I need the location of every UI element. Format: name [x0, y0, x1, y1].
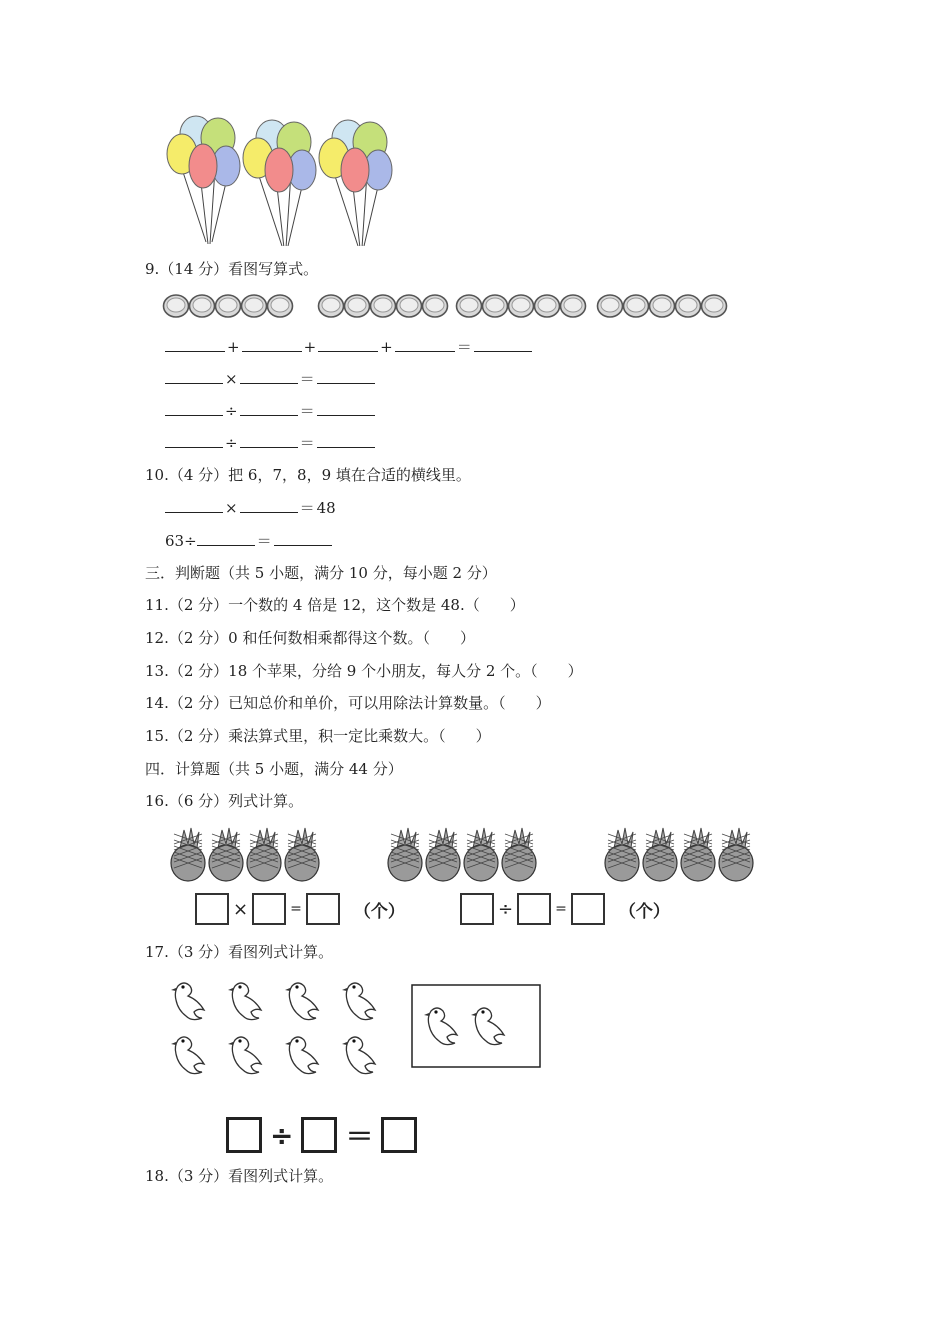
judgment-item: 11.（2 分）一个数的 4 倍是 12，这个数是 48.（ ）	[145, 596, 525, 614]
bird-icon	[342, 1037, 375, 1074]
pineapple-icon	[209, 828, 243, 881]
bird-icon	[471, 1008, 504, 1045]
answer-blank[interactable]	[165, 497, 223, 513]
coin-icon	[650, 295, 675, 317]
pineapple-icon	[681, 828, 715, 881]
bird-icon	[285, 983, 318, 1020]
answer-blank[interactable]	[165, 336, 225, 352]
coin-icon	[423, 295, 448, 317]
answer-box[interactable]	[306, 893, 340, 925]
answer-blank[interactable]	[165, 368, 223, 384]
bird-icon	[171, 983, 204, 1020]
answer-box[interactable]	[252, 893, 286, 925]
q10-title: 10.（4 分）把 6，7，8，9 填在合适的横线里。	[145, 466, 471, 484]
answer-box[interactable]	[301, 1117, 337, 1153]
balloons-illustration	[160, 112, 400, 246]
pineapple-icon	[247, 828, 281, 881]
coin-icon	[509, 295, 534, 317]
bird-icon	[342, 983, 375, 1020]
coin-icon	[624, 295, 649, 317]
pineapple-icon	[605, 828, 639, 881]
answer-blank[interactable]	[395, 336, 455, 352]
answer-blank[interactable]	[240, 497, 298, 513]
judgment-item: 15.（2 分）乘法算式里，积一定比乘数大。（ ）	[145, 727, 491, 745]
answer-blank[interactable]	[165, 400, 223, 416]
coin-icon	[457, 295, 482, 317]
bird-icon	[424, 1008, 457, 1045]
q16-pineapples-illustration	[168, 826, 758, 884]
q17-equation: ÷ ＝	[226, 1115, 417, 1155]
q9-title: 9.（14 分）看图写算式。	[145, 260, 319, 278]
coin-icon	[190, 295, 215, 317]
coin-icon	[598, 295, 623, 317]
coin-icon	[676, 295, 701, 317]
q10-result: 48	[316, 499, 336, 517]
q9-divide-row-2: ÷ ＝	[165, 432, 375, 453]
q18-title: 18.（3 分）看图列式计算。	[145, 1167, 334, 1185]
q16-title: 16.（6 分）列式计算。	[145, 792, 304, 810]
coin-icon	[319, 295, 344, 317]
answer-blank[interactable]	[240, 368, 298, 384]
pineapple-icon	[171, 828, 205, 881]
answer-blank[interactable]	[165, 432, 223, 448]
q10-row-1: × ＝ 48	[165, 497, 336, 518]
coin-icon	[268, 295, 293, 317]
answer-blank[interactable]	[474, 336, 532, 352]
answer-box[interactable]	[571, 893, 605, 925]
q9-divide-row-1: ÷ ＝	[165, 400, 375, 421]
pineapple-icon	[502, 828, 536, 881]
pineapple-icon	[285, 828, 319, 881]
answer-blank[interactable]	[317, 432, 375, 448]
coin-icon	[535, 295, 560, 317]
unit-label: （个）	[618, 901, 670, 922]
coin-icon	[345, 295, 370, 317]
q17-title: 17.（3 分）看图列式计算。	[145, 943, 334, 961]
q9-coins-illustration	[162, 290, 742, 322]
section3-title: 三．判断题（共 5 小题，满分 10 分，每小题 2 分）	[145, 564, 497, 582]
pineapple-icon	[388, 828, 422, 881]
unit-label: （个）	[353, 901, 405, 922]
answer-blank[interactable]	[274, 530, 332, 546]
bird-icon	[228, 1037, 261, 1074]
answer-blank[interactable]	[197, 530, 255, 546]
answer-box[interactable]	[226, 1117, 262, 1153]
answer-blank[interactable]	[318, 336, 378, 352]
q16-equation-left: × = （个）	[195, 893, 405, 925]
q9-multiply-row: × ＝	[165, 368, 375, 389]
coin-icon	[702, 295, 727, 317]
answer-blank[interactable]	[317, 368, 375, 384]
answer-blank[interactable]	[317, 400, 375, 416]
judgment-item: 14.（2 分）已知总价和单价，可以用除法计算数量。（ ）	[145, 694, 551, 712]
bird-icon	[285, 1037, 318, 1074]
coin-icon	[371, 295, 396, 317]
q9-addition-row: + + + ＝	[165, 336, 532, 357]
bird-icon	[228, 983, 261, 1020]
section4-title: 四．计算题（共 5 小题，满分 44 分）	[145, 760, 403, 778]
judgment-item: 12.（2 分）0 和任何数相乘都得这个数。（ ）	[145, 629, 475, 647]
answer-blank[interactable]	[242, 336, 302, 352]
pineapple-icon	[464, 828, 498, 881]
answer-box[interactable]	[381, 1117, 417, 1153]
pineapple-icon	[426, 828, 460, 881]
answer-box[interactable]	[460, 893, 494, 925]
judgment-item: 13.（2 分）18 个苹果，分给 9 个小朋友，每人分 2 个。（ ）	[145, 662, 583, 680]
q17-birds-illustration	[165, 975, 545, 1090]
answer-box[interactable]	[517, 893, 551, 925]
pineapple-icon	[643, 828, 677, 881]
coin-icon	[397, 295, 422, 317]
answer-blank[interactable]	[240, 432, 298, 448]
q16-equation-right: ÷ = （个）	[460, 893, 670, 925]
coin-icon	[242, 295, 267, 317]
coin-icon	[164, 295, 189, 317]
q10-prefix: 63÷	[165, 532, 197, 550]
q10-row-2: 63÷ ＝	[165, 530, 332, 551]
answer-box[interactable]	[195, 893, 229, 925]
coin-icon	[561, 295, 586, 317]
bird-icon	[171, 1037, 204, 1074]
answer-blank[interactable]	[240, 400, 298, 416]
coin-icon	[216, 295, 241, 317]
coin-icon	[483, 295, 508, 317]
pineapple-icon	[719, 828, 753, 881]
